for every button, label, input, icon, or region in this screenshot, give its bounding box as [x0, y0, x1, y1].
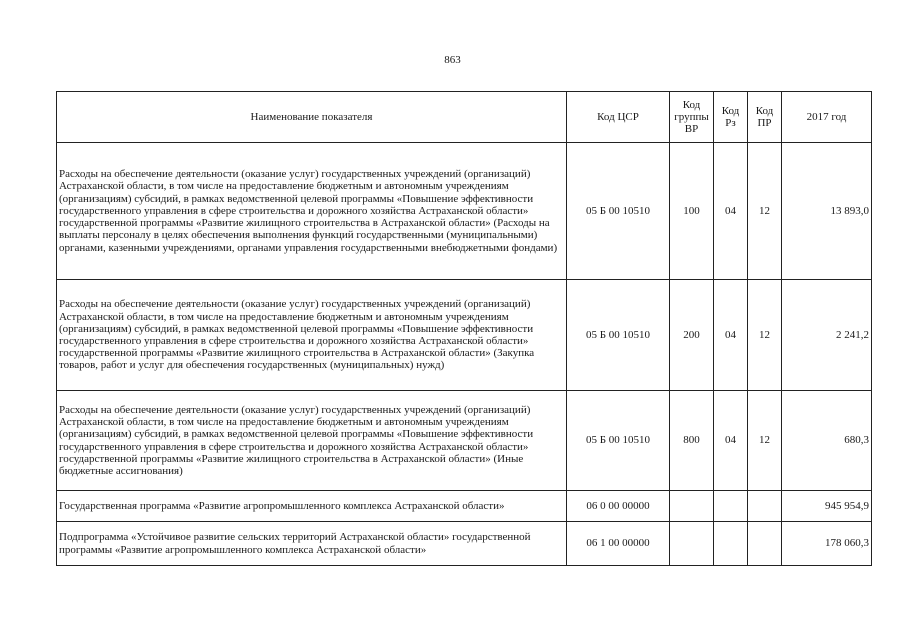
header-vr: Код группы ВР	[670, 92, 714, 143]
table-row	[57, 391, 872, 491]
row-pr	[748, 491, 782, 522]
budget-table	[56, 91, 872, 566]
row-rz: 04	[714, 143, 748, 280]
header-name: Наименование показателя	[57, 92, 567, 143]
row-amount: 178 060,3	[782, 522, 872, 566]
table-row	[57, 491, 872, 522]
row-amount: 945 954,9	[782, 491, 872, 522]
row-amount: 13 893,0	[782, 143, 872, 280]
row-vr	[670, 491, 714, 522]
table-row	[57, 143, 872, 280]
row-amount: 680,3	[782, 391, 872, 491]
row-pr: 12	[748, 391, 782, 491]
row-rz: 04	[714, 391, 748, 491]
header-year: 2017 год	[782, 92, 872, 143]
row-vr: 800	[670, 391, 714, 491]
row-csr: 06 1 00 00000	[567, 522, 670, 566]
row-csr: 05 Б 00 10510	[567, 391, 670, 491]
row-vr	[670, 522, 714, 566]
row-pr: 12	[748, 280, 782, 391]
row-name: Расходы на обеспечение деятельности (оказание услуг) государственных учреждений (организаций) Астраханской области, в том числе на предоставление бюджетным и автономным учреждениям (организациям) субсидий, в рамках ведомственной целевой программы «Повышение эффективности государственного управления в сфере строительства и дорожного хозяйства Астраханской области» государственной программы «Развитие жилищного строительства в Астраханской области» (Закупка товаров, работ и услуг для обеспечения государственных (муниципальных) нужд)	[57, 280, 567, 391]
header-pr: Код ПР	[748, 92, 782, 143]
row-csr: 05 Б 00 10510	[567, 280, 670, 391]
page-number: 863	[444, 54, 461, 66]
row-amount: 2 241,2	[782, 280, 872, 391]
row-rz	[714, 522, 748, 566]
row-vr: 100	[670, 143, 714, 280]
header-rz: Код Рз	[714, 92, 748, 143]
row-name: Расходы на обеспечение деятельности (оказание услуг) государственных учреждений (организаций) Астраханской области, в том числе на предоставление бюджетным и автономным учреждениям (организациям) субсидий, в рамках ведомственной целевой программы «Повышение эффективности государственного управления в сфере строительства и дорожного хозяйства Астраханской области» государственной программы «Развитие жилищного строительства в Астраханской области» (Расходы на выплаты персоналу в целях обеспечения выполнения функций государственными (муниципальными) органами, казенными учреждениями, органами управления государственными внебюджетными фондами)	[57, 143, 567, 280]
row-vr: 200	[670, 280, 714, 391]
row-pr: 12	[748, 143, 782, 280]
row-name: Государственная программа «Развитие агропромышленного комплекса Астраханской области»	[57, 491, 567, 522]
row-name: Подпрограмма «Устойчивое развитие сельских территорий Астраханской области» государственной программы «Развитие агропромышленного комплекса Астраханской области»	[57, 522, 567, 566]
row-csr: 06 0 00 00000	[567, 491, 670, 522]
row-pr	[748, 522, 782, 566]
row-rz	[714, 491, 748, 522]
row-rz: 04	[714, 280, 748, 391]
header-csr: Код ЦСР	[567, 92, 670, 143]
table-row	[57, 280, 872, 391]
table-header-row	[57, 92, 872, 143]
table-row	[57, 522, 872, 566]
row-name: Расходы на обеспечение деятельности (оказание услуг) государственных учреждений (организаций) Астраханской области, в том числе на предоставление бюджетным и автономным учреждениям (организациям) субсидий, в рамках ведомственной целевой программы «Повышение эффективности государственного управления в сфере строительства и дорожного хозяйства Астраханской области» государственной программы «Развитие жилищного строительства в Астраханской области» (Иные бюджетные ассигнования)	[57, 391, 567, 491]
row-csr: 05 Б 00 10510	[567, 143, 670, 280]
